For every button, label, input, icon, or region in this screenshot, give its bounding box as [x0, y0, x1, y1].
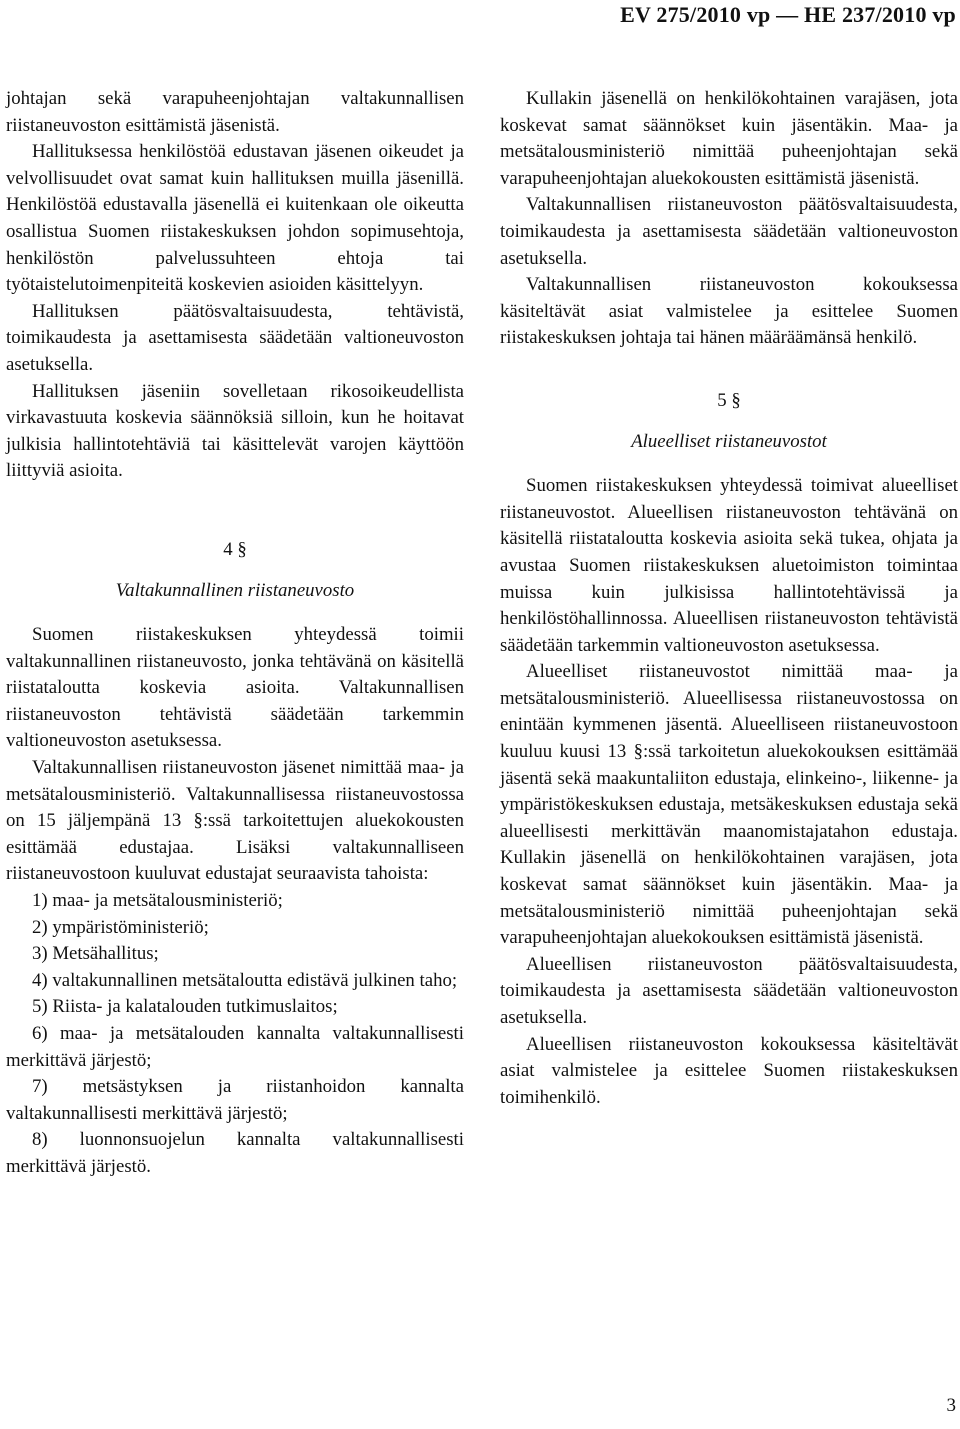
- paragraph: Valtakunnallisen riistaneuvoston jäsenet nimittää maa- ja metsätalousministeriö. Valtakunnallisessa riistaneuvostossa on 15 jäljempänä 13 §:ssä tarkoitettujen aluekokousten esittämää edustajaa. Lisäksi valtakunnalliseen riistaneuvostoon kuuluvat edustajat seuraavista tahoista:: [6, 757, 464, 885]
- section-number: 4 §: [223, 538, 247, 560]
- paragraph: Alueellisen riistaneuvoston kokouksessa käsiteltävät asiat valmistelee ja esittelee Suomen riistakeskuksen toimihenkilö.: [500, 1033, 958, 1108]
- paragraph: Hallituksen päätösvaltaisuudesta, tehtävistä, toimikaudesta ja asettamisesta säädetään valtioneuvoston asetuksella.: [6, 300, 464, 375]
- paragraph: Alueellisen riistaneuvoston päätösvaltaisuudesta, toimikaudesta ja asettamisesta säädetään valtioneuvoston asetuksella.: [500, 953, 958, 1028]
- paragraph: Suomen riistakeskuksen yhteydessä toimii valtakunnallinen riistaneuvosto, jonka tehtävänä on käsitellä riistataloutta koskevia asioita. Valtakunnallisen riistaneuvoston tehtävistä säädetään tarkemmin valtioneuvoston asetuksessa.: [6, 624, 464, 752]
- list-item: 6) maa- ja metsätalouden kannalta valtakunnallisesti merkittävä järjestö;: [6, 1023, 464, 1071]
- list-item: 1) maa- ja metsätalousministeriö;: [32, 890, 283, 912]
- right-column: [500, 86, 958, 1111]
- paragraph: Kullakin jäsenellä on henkilökohtainen varajäsen, jota koskevat samat säännökset kuin jäsentäkin. Maa- ja metsätalousministeriö nimittää puheenjohtajan sekä varapuheenjohtajan aluekokousten esittämistä jäsenistä.: [500, 88, 958, 189]
- list-item: 2) ympäristöministeriö;: [32, 916, 209, 938]
- section-number: 5 §: [717, 389, 741, 411]
- left-column: [6, 86, 464, 1181]
- page-header: EV 275/2010 vp — HE 237/2010 vp: [620, 2, 956, 27]
- paragraph: Valtakunnallisen riistaneuvoston kokouksessa käsiteltävät asiat valmistelee ja esittelee Suomen riistakeskuksen johtaja tai hänen määräämänsä henkilö.: [500, 274, 958, 349]
- list-item: 4) valtakunnallinen metsätaloutta edistävä julkinen taho;: [32, 969, 458, 991]
- paragraph: Hallituksessa henkilöstöä edustavan jäsenen oikeudet ja velvollisuudet ovat samat kuin hallituksen muilla jäsenillä. Henkilöstöä edustavalla jäsenellä ei kuitenkaan ole oikeutta osallistua Suomen riistakeskuksen johdon sopimusehtoja, henkilöstön palvelussuhteen ehtoja tai työtaistelutoimenpiteitä koskevien asioiden käsittelyyn.: [6, 141, 464, 296]
- paragraph: Hallituksen jäseniin sovelletaan rikosoikeudellista virkavastuuta koskevia säännöksiä silloin, kun he hoitavat julkisia hallintotehtäviä tai käsittelevät varojen käyttöön liittyviä asioita.: [6, 380, 464, 482]
- section-title: Alueelliset riistaneuvostot: [631, 430, 827, 452]
- section-title: Valtakunnallinen riistaneuvosto: [115, 579, 355, 601]
- list-item: 5) Riista- ja kalatalouden tutkimuslaitos;: [32, 996, 338, 1018]
- page-number: 3: [946, 1395, 956, 1416]
- paragraph: Valtakunnallisen riistaneuvoston päätösvaltaisuudesta, toimikaudesta ja asettamisesta säädetään valtioneuvoston asetuksella.: [500, 194, 958, 269]
- list-item: 8) luonnonsuojelun kannalta valtakunnallisesti merkittävä järjestö.: [6, 1129, 464, 1177]
- paragraph: johtajan sekä varapuheenjohtajan valtakunnallisen riistaneuvoston esittämistä jäsenistä.: [6, 88, 464, 136]
- paragraph: Suomen riistakeskuksen yhteydessä toimivat alueelliset riistaneuvostot. Alueellisen riistaneuvoston tehtävänä on käsitellä riistataloutta koskevia asioita sekä tukea, ohjata ja avustaa Suomen riistakeskuksen aluetoimiston toimintaa muissa kuin julkisissa hallintotehtävissä ja henkilöstöhallinnossa. Alueellisen riistaneuvoston tehtävistä säädetään tarkemmin valtioneuvoston asetuksessa.: [500, 475, 958, 656]
- paragraph: Alueelliset riistaneuvostot nimittää maa- ja metsätalousministeriö. Alueellisessa riistaneuvostossa on enintään kymmenen jäsentä. Alueelliseen riistaneuvostoon kuuluu kuusi 13 §:ssä tarkoitetun aluekokouksen esittämää jäsentä sekä maakuntaliiton edustaja, elinkeino-, liikenne- ja ympäristökeskuksen edustaja, metsäkeskuksen edustaja sekä alueellisesti merkittävän maanomistajatahon edustaja. Kullakin jäsenellä on henkilökohtainen varajäsen, jota koskevat samat säännökset kuin jäsentäkin. Maa- ja metsätalousministeriö nimittää puheenjohtajan sekä varapuheenjohtajan aluekokouksen esittämistä jäsenistä.: [500, 661, 958, 949]
- list-item: 3) Metsähallitus;: [32, 943, 159, 965]
- list-item: 7) metsästyksen ja riistanhoidon kannalta valtakunnallisesti merkittävä järjestö;: [6, 1076, 464, 1124]
